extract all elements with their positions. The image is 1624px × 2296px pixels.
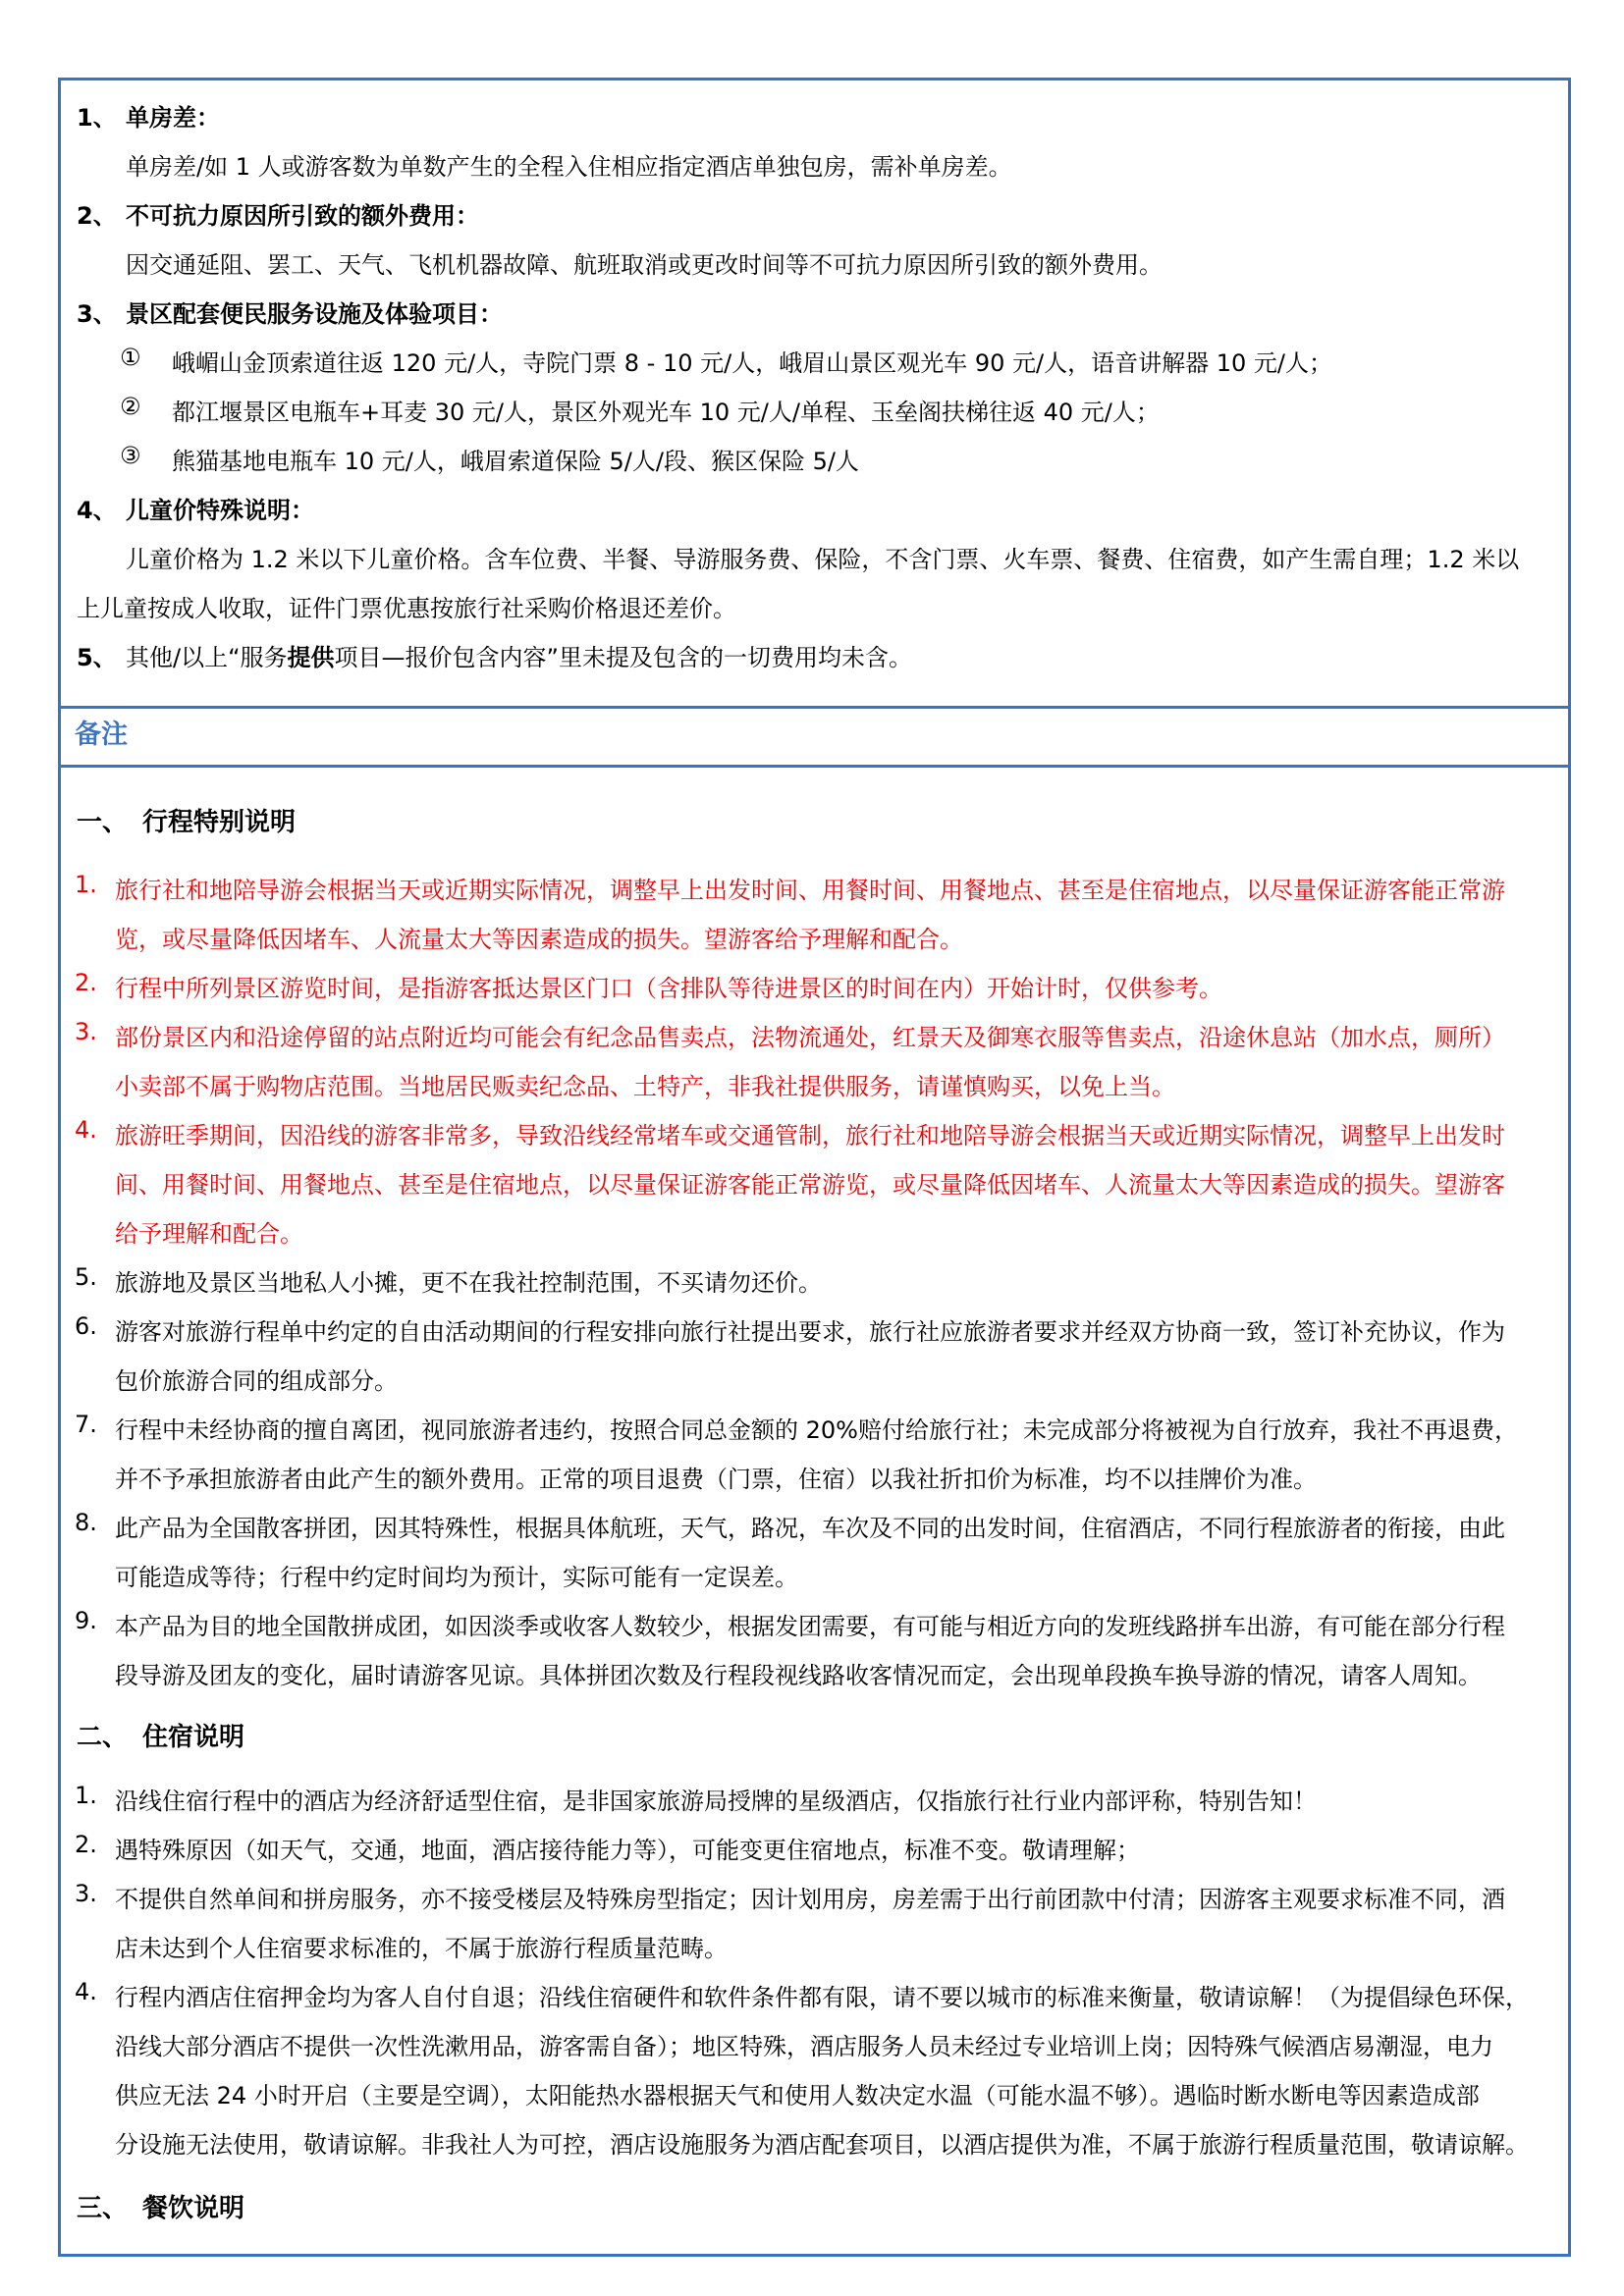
item-line: 不提供自然单间和拼房服务，亦不接受楼层及特殊房型指定；因计划用房，房差需于出行前团款中付清；因游客主观要求标准不同，酒	[115, 1886, 1505, 1913]
item-number: 2.	[75, 969, 97, 996]
item-number: 3.	[75, 1880, 97, 1907]
fee-subitem-text: 峨嵋山金顶索道往返 120 元/人，寺院门票 8 - 10 元/人，峨眉山景区观光车 90 元/人，语音讲解器 10 元/人；	[172, 349, 1332, 377]
section-number: 一、	[77, 808, 129, 837]
fee-item-title: 景区配套便民服务设施及体验项目：	[126, 300, 503, 328]
circled-number-marker: ②	[120, 393, 141, 420]
item-line: 店未达到个人住宿要求标准的，不属于旅游行程质量范畴。	[115, 1935, 728, 1962]
item-line: 包价旅游合同的组成部分。	[115, 1367, 398, 1395]
fee-item-line: 因交通延阻、罢工、天气、飞机机器故障、航班取消或更改时间等不可抗力原因所引致的额外费用。	[126, 251, 1163, 279]
section-divider	[61, 706, 1568, 709]
fee-item-number: 2、	[77, 202, 117, 230]
fee-item-5-text	[126, 638, 912, 672]
fee-item-text-bold: 提供	[287, 644, 335, 671]
fees-not-included-section	[61, 80, 1568, 706]
item-line: 行程中所列景区游览时间，是指游客抵达景区门口（含排队等待进景区的时间在内）开始计时，仅供参考。	[115, 975, 1222, 1002]
item-line: 供应无法 24 小时开启（主要是空调），太阳能热水器根据天气和使用人数决定水温（可能水温不够）。遇临时断水断电等因素造成部	[115, 2082, 1480, 2109]
fee-item-line: 上儿童按成人收取，证件门票优惠按旅行社采购价格退还差价。	[77, 595, 736, 622]
fee-item-number: 1、	[77, 104, 117, 132]
item-line: 沿线大部分酒店不提供一次性洗漱用品，游客需自备）；地区特殊，酒店服务人员未经过专业培训上岗；因特殊气候酒店易潮湿，电力	[115, 2033, 1493, 2060]
section-number: 三、	[77, 2194, 129, 2223]
item-line: 游客对旅游行程单中约定的自由活动期间的行程安排向旅行社提出要求，旅行社应旅游者要求并经双方协商一致，签订补充协议，作为	[115, 1318, 1505, 1346]
item-number: 5.	[75, 1263, 97, 1291]
document-frame	[58, 78, 1571, 2257]
section-title: 行程特别说明	[142, 808, 297, 837]
fee-item-line: 儿童价格为 1.2 米以下儿童价格。含车位费、半餐、导游服务费、保险，不含门票、火车票、餐费、住宿费，如产生需自理；1.2 米以	[126, 546, 1520, 573]
item-number: 4.	[75, 1116, 97, 1144]
item-number: 1.	[75, 871, 97, 898]
fee-item-title: 不可抗力原因所引致的额外费用：	[126, 202, 479, 230]
circled-number-marker: ①	[120, 344, 141, 371]
fee-item-line: 单房差/如 1 人或游客数为单数产生的全程入住相应指定酒店单独包房，需补单房差。	[126, 153, 1012, 181]
item-number: 7.	[75, 1411, 97, 1438]
fee-subitem-text: 熊猫基地电瓶车 10 元/人，峨眉索道保险 5/人/段、猴区保险 5/人	[172, 448, 859, 475]
item-line: 行程内酒店住宿押金均为客人自付自退；沿线住宿硬件和软件条件都有限，请不要以城市的标准来衡量，敬请谅解！（为提倡绿色环保，	[115, 1984, 1529, 2011]
remarks-label: 备注	[75, 720, 128, 750]
fee-item-text-part: 其他/以上“服务	[126, 644, 288, 671]
item-line: 旅游地及景区当地私人小摊，更不在我社控制范围，不买请勿还价。	[115, 1269, 822, 1297]
item-line: 此产品为全国散客拼团，因其特殊性，根据具体航班，天气，路况，车次及不同的出发时间，住宿酒店，不同行程旅游者的衔接，由此	[115, 1515, 1505, 1542]
fee-item-number: 5、	[77, 644, 117, 671]
fee-subitem-text: 都江堰景区电瓶车+耳麦 30 元/人，景区外观光车 10 元/人/单程、玉垒阁扶梯往返 40 元/人；	[172, 399, 1160, 426]
item-line: 并不予承担旅游者由此产生的额外费用。正常的项目退费（门票，住宿）以我社折扣价为标准，均不以挂牌价为准。	[115, 1466, 1317, 1493]
item-number: 1.	[75, 1782, 97, 1809]
item-line: 给予理解和配合。	[115, 1220, 303, 1248]
section-title: 住宿说明	[142, 1723, 245, 1752]
item-line: 行程中未经协商的擅自离团，视同旅游者违约，按照合同总金额的 20%赔付给旅行社；未完成部分将被视为自行放弃，我社不再退费，	[115, 1416, 1518, 1444]
item-line: 间、用餐时间、用餐地点、甚至是住宿地点，以尽量保证游客能正常游览，或尽量降低因堵车、人流量太大等因素造成的损失。望游客	[115, 1171, 1505, 1199]
fee-item-number: 4、	[77, 497, 117, 524]
item-number: 3.	[75, 1018, 97, 1045]
item-number: 8.	[75, 1509, 97, 1536]
section-title: 餐饮说明	[142, 2194, 245, 2223]
section-number: 二、	[77, 1723, 129, 1752]
item-line: 沿线住宿行程中的酒店为经济舒适型住宿，是非国家旅游局授牌的星级酒店，仅指旅行社行业内部评称，特别告知！	[115, 1788, 1317, 1815]
item-line: 旅游旺季期间，因沿线的游客非常多，导致沿线经常堵车或交通管制，旅行社和地陪导游会根据当天或近期实际情况，调整早上出发时	[115, 1122, 1505, 1149]
item-number: 2.	[75, 1831, 97, 1858]
item-line: 遇特殊原因（如天气，交通，地面，酒店接待能力等），可能变更住宿地点，标准不变。敬请理解；	[115, 1837, 1140, 1864]
item-number: 4.	[75, 1978, 97, 2005]
item-line: 分设施无法使用，敬请谅解。非我社人为可控，酒店设施服务为酒店配套项目，以酒店提供为准，不属于旅游行程质量范围，敬请谅解。	[115, 2131, 1529, 2159]
fee-item-text-part: 项目—报价包含内容”里未提及包含的一切费用均未含。	[334, 644, 912, 671]
item-line: 部份景区内和沿途停留的站点附近均可能会有纪念品售卖点，法物流通处，红景天及御寒衣服等售卖点，沿途休息站（加水点，厕所）	[115, 1024, 1505, 1051]
item-number: 9.	[75, 1607, 97, 1634]
item-line: 览，或尽量降低因堵车、人流量太大等因素造成的损失。望游客给予理解和配合。	[115, 926, 963, 953]
item-line: 旅行社和地陪导游会根据当天或近期实际情况，调整早上出发时间、用餐时间、用餐地点、甚至是住宿地点，以尽量保证游客能正常游	[115, 877, 1505, 904]
fee-item-title: 单房差：	[126, 104, 220, 132]
item-line: 可能造成等待；行程中约定时间均为预计，实际可能有一定误差。	[115, 1564, 798, 1591]
item-line: 小卖部不属于购物店范围。当地居民贩卖纪念品、土特产，非我社提供服务，请谨慎购买，以免上当。	[115, 1073, 1175, 1100]
fee-item-title: 儿童价特殊说明：	[126, 497, 314, 524]
section-divider	[61, 765, 1568, 768]
circled-number-marker: ③	[120, 442, 141, 469]
item-line: 本产品为目的地全国散拼成团，如因淡季或收客人数较少，根据发团需要，有可能与相近方向的发班线路拼车出游，有可能在部分行程	[115, 1613, 1505, 1640]
fee-item-number: 3、	[77, 300, 117, 328]
item-line: 段导游及团友的变化，届时请游客见谅。具体拼团次数及行程段视线路收客情况而定，会出现单段换车换导游的情况，请客人周知。	[115, 1662, 1482, 1689]
item-number: 6.	[75, 1312, 97, 1340]
